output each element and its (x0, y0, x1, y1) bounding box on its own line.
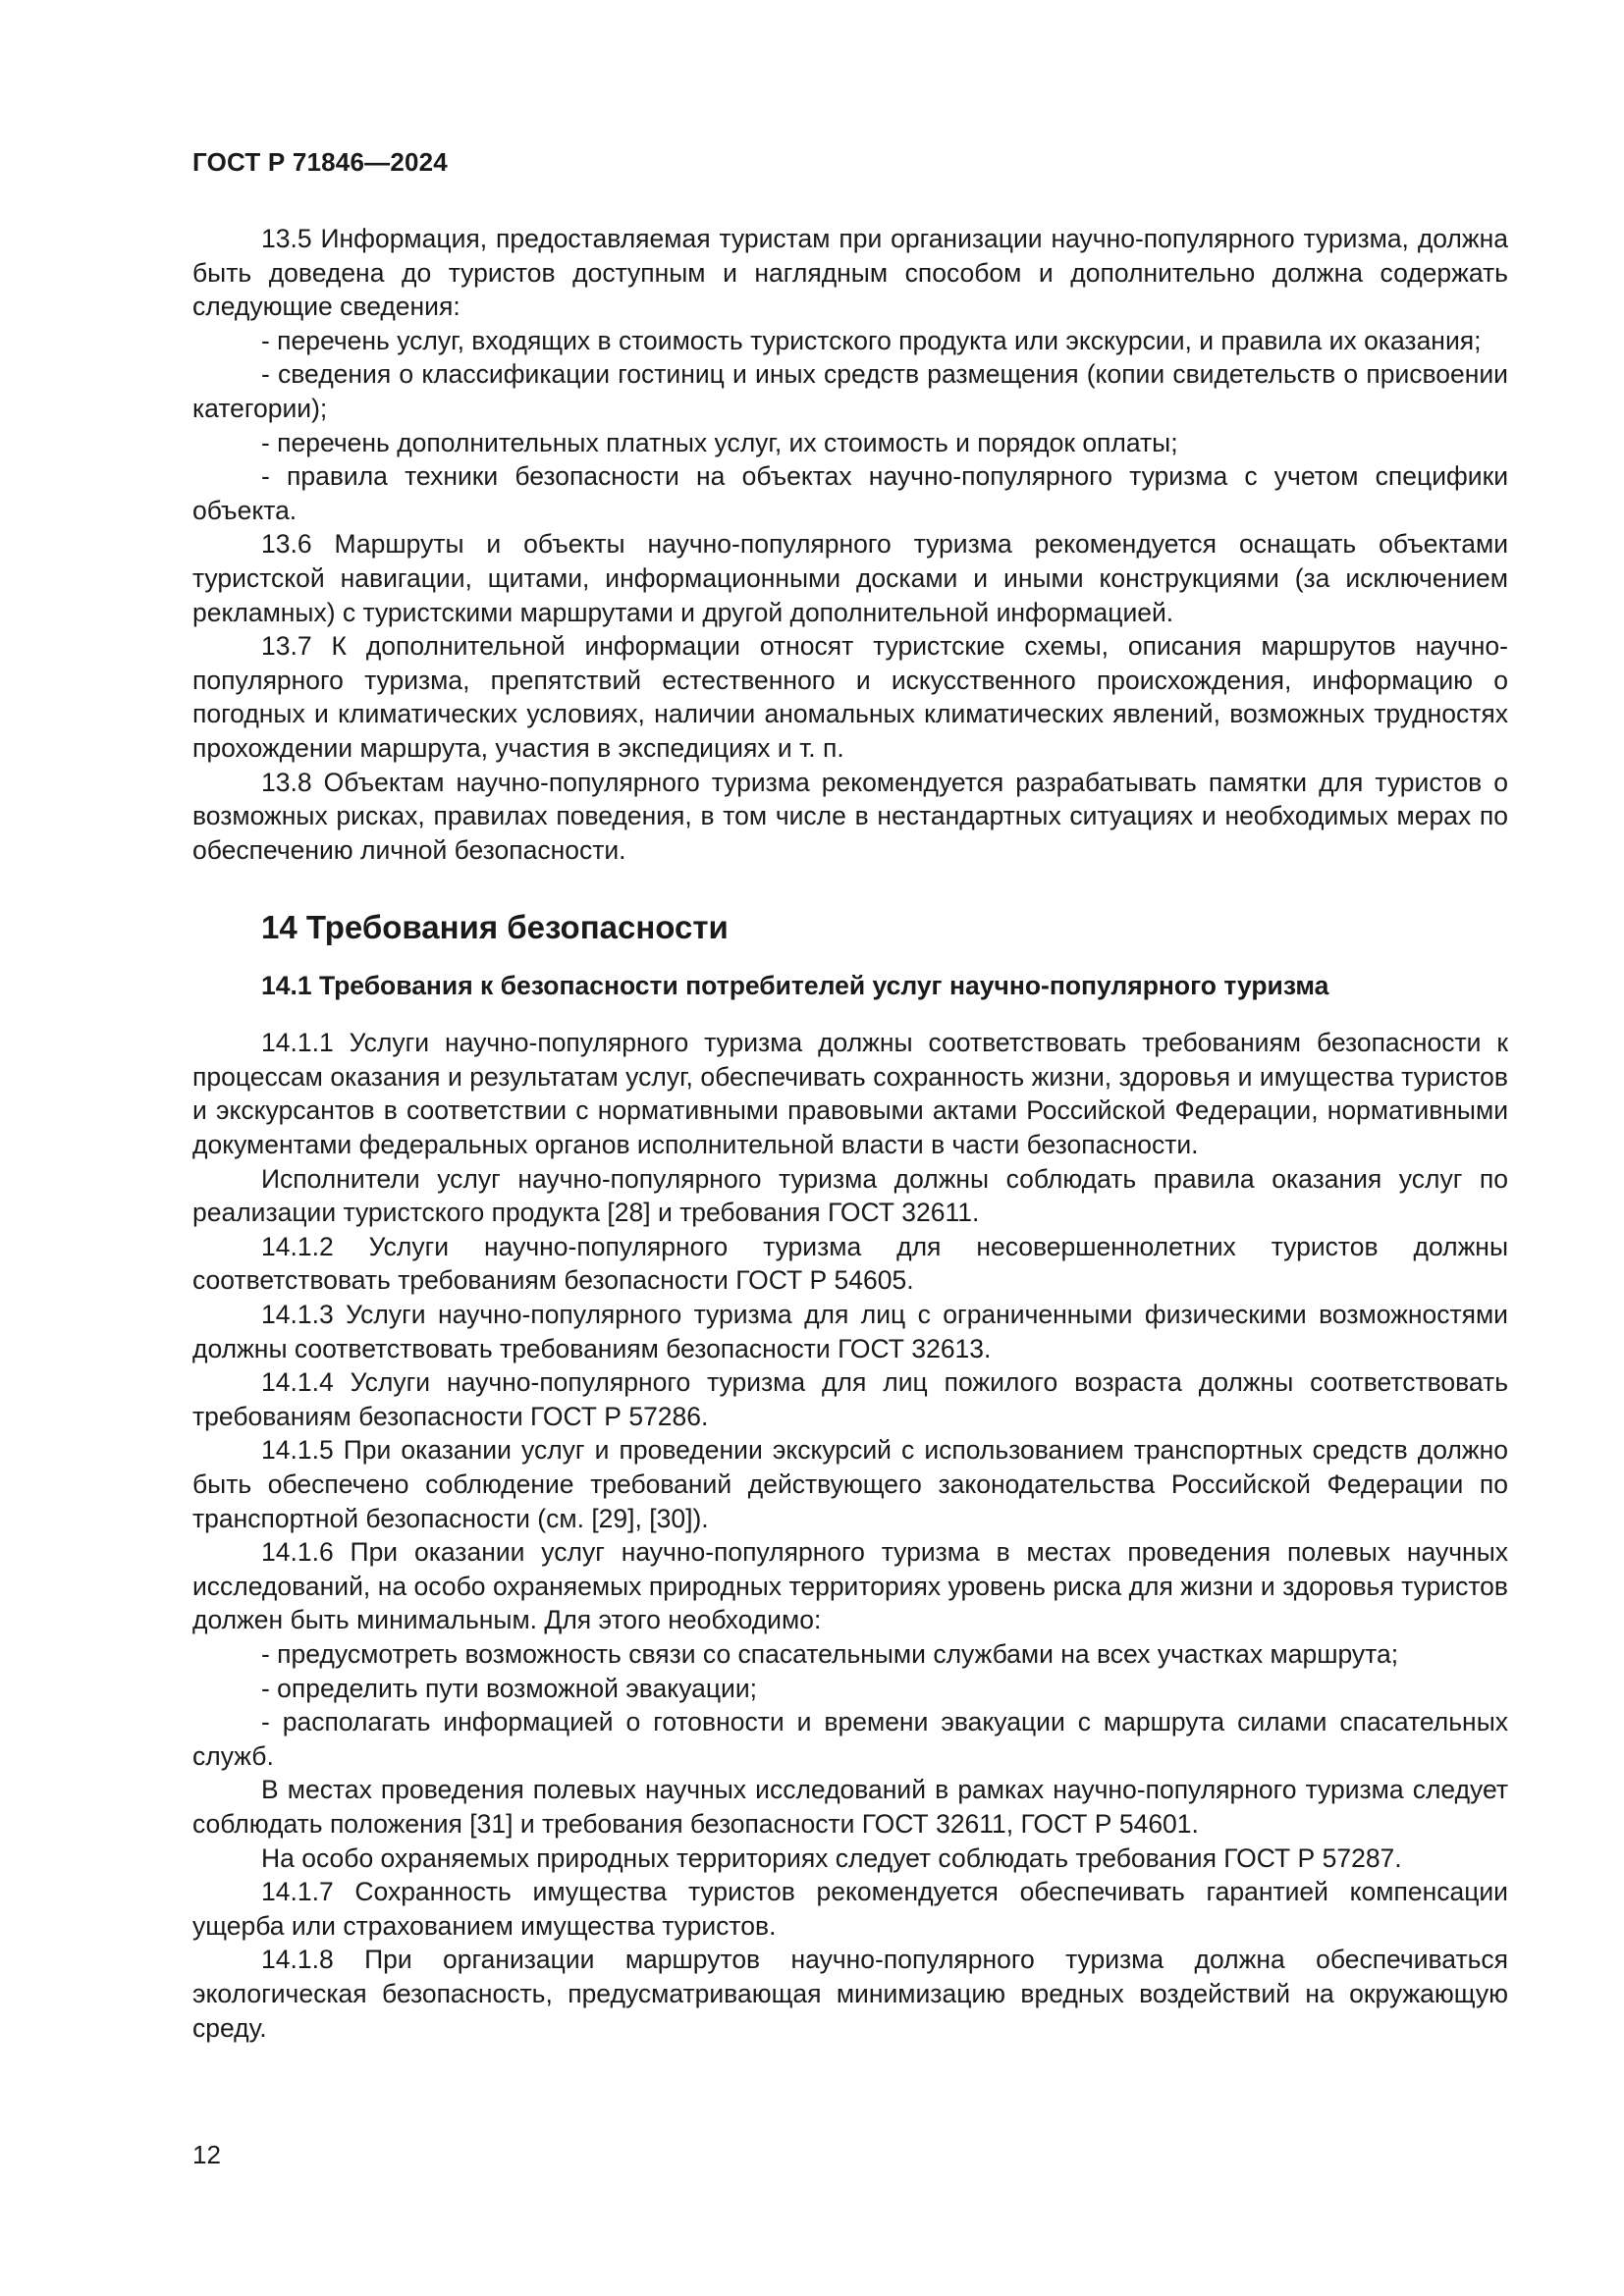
paragraph-protected-areas: На особо охраняемых природных территориях следует соблюдать требования ГОСТ Р 57287. (261, 1842, 1402, 1873)
list-item: - правила техники безопасности на объектах научно-популярного туризма с учетом специфики объекта. (192, 461, 1508, 525)
paragraph-field-research: В местах проведения полевых научных исследований в рамках научно-популярного туризма следует соблюдать положения [31] и требования безопасности ГОСТ 32611, ГОСТ Р 54601. (192, 1775, 1508, 1839)
paragraph-14-1-4: 14.1.4 Услуги научно-популярного туризма для лиц пожилого возраста должны соответствовать требованиям безопасности ГОСТ Р 57286. (192, 1367, 1508, 1431)
list-item: - сведения о классификации гостиниц и иных средств размещения (копии свидетельств о присвоении категории); (192, 359, 1508, 423)
paragraph-13-6: 13.6 Маршруты и объекты научно-популярного туризма рекомендуется оснащать объектами туристской навигации, щитами, информационными досками и иными конструкциями (за исключением рекламных) с туристскими маршрутами и другой дополнительной информацией. (192, 529, 1508, 627)
paragraph-14-1-3: 14.1.3 Услуги научно-популярного туризма для лиц с ограниченными физическими возможностями должны соответствовать требованиям безопасности ГОСТ 32613. (192, 1300, 1508, 1363)
paragraph-14-1-1: 14.1.1 Услуги научно-популярного туризма должны соответствовать требованиям безопасности к процессам оказания и результатам услуг, обеспечивать сохранность жизни, здоровья и имущества туристов и экскурсантов в соответствии с нормативными правовыми актами Российской Федерации, нормативными документами федеральных органов исполнительной власти в части безопасности. (192, 1028, 1508, 1160)
document-code-header: ГОСТ Р 71846—2024 (192, 147, 448, 177)
page-number: 12 (192, 2140, 221, 2169)
list-item: - перечень услуг, входящих в стоимость туристского продукта или экскурсии, и правила их оказания; (261, 325, 1482, 355)
paragraph-14-1-6: 14.1.6 При оказании услуг научно-популярного туризма в местах проведения полевых научных исследований, на особо охраняемых природных территориях уровень риска для жизни и здоровья туристов должен быть минимальным. Для этого необходимо: (192, 1537, 1508, 1635)
paragraph-13-7: 13.7 К дополнительной информации относят туристские схемы, описания маршрутов научно-популярного туризма, препятствий естественного и искусственного происхождения, информацию о погодных и климатических условиях, наличии аномальных климатических явлений, возможных трудностях прохождении маршрута, участия в экспедициях и т. п. (192, 631, 1508, 763)
list-item: - определить пути возможной эвакуации; (261, 1673, 758, 1703)
paragraph-executors: Исполнители услуг научно-популярного туризма должны соблюдать правила оказания услуг по реализации туристского продукта [28] и требования ГОСТ 32611. (192, 1163, 1508, 1228)
paragraph-14-1-8: 14.1.8 При организации маршрутов научно-популярного туризма должна обеспечиваться экологическая безопасность, предусматривающая минимизацию вредных воздействий на окружающую среду. (192, 1945, 1508, 2043)
list-item: - предусмотреть возможность связи со спасательными службами на всех участках маршрута; (261, 1638, 1399, 1669)
paragraph-14-1-5: 14.1.5 При оказании услуг и проведении экскурсий с использованием транспортных средств должно быть обеспечено соблюдение требований действующего законодательства Российской Федерации по транспортной безопасности (см. [29], [30]). (192, 1435, 1508, 1533)
document-body (192, 222, 1508, 2045)
paragraph-14-1-7: 14.1.7 Сохранность имущества туристов рекомендуется обеспечивать гарантией компенсации ущерба или страхованием имущества туристов. (192, 1877, 1508, 1941)
list-item: - располагать информацией о готовности и времени эвакуации с маршрута силами спасательных служб. (192, 1707, 1508, 1771)
list-item: - перечень дополнительных платных услуг, их стоимость и порядок оплаты; (261, 427, 1178, 457)
section-title-14: 14 Требования безопасности (261, 909, 729, 946)
paragraph-13-8: 13.8 Объектам научно-популярного туризма рекомендуется разрабатывать памятки для туристов о возможных рисках, правилах поведения, в том числе в нестандартных ситуациях и необходимых мерах по обеспечению личной безопасности. (192, 767, 1508, 865)
paragraph-13-5: 13.5 Информация, предоставляемая туристам при организации научно-популярного туризма, должна быть доведена до туристов доступным и наглядным способом и дополнительно должна содержать следующие сведения: (192, 224, 1508, 322)
paragraph-14-1-2: 14.1.2 Услуги научно-популярного туризма для несовершеннолетних туристов должны соответствовать требованиям безопасности ГОСТ Р 54605. (192, 1231, 1508, 1296)
subsection-title-14-1: 14.1 Требования к безопасности потребителей услуг научно-популярного туризма (261, 971, 1329, 1001)
